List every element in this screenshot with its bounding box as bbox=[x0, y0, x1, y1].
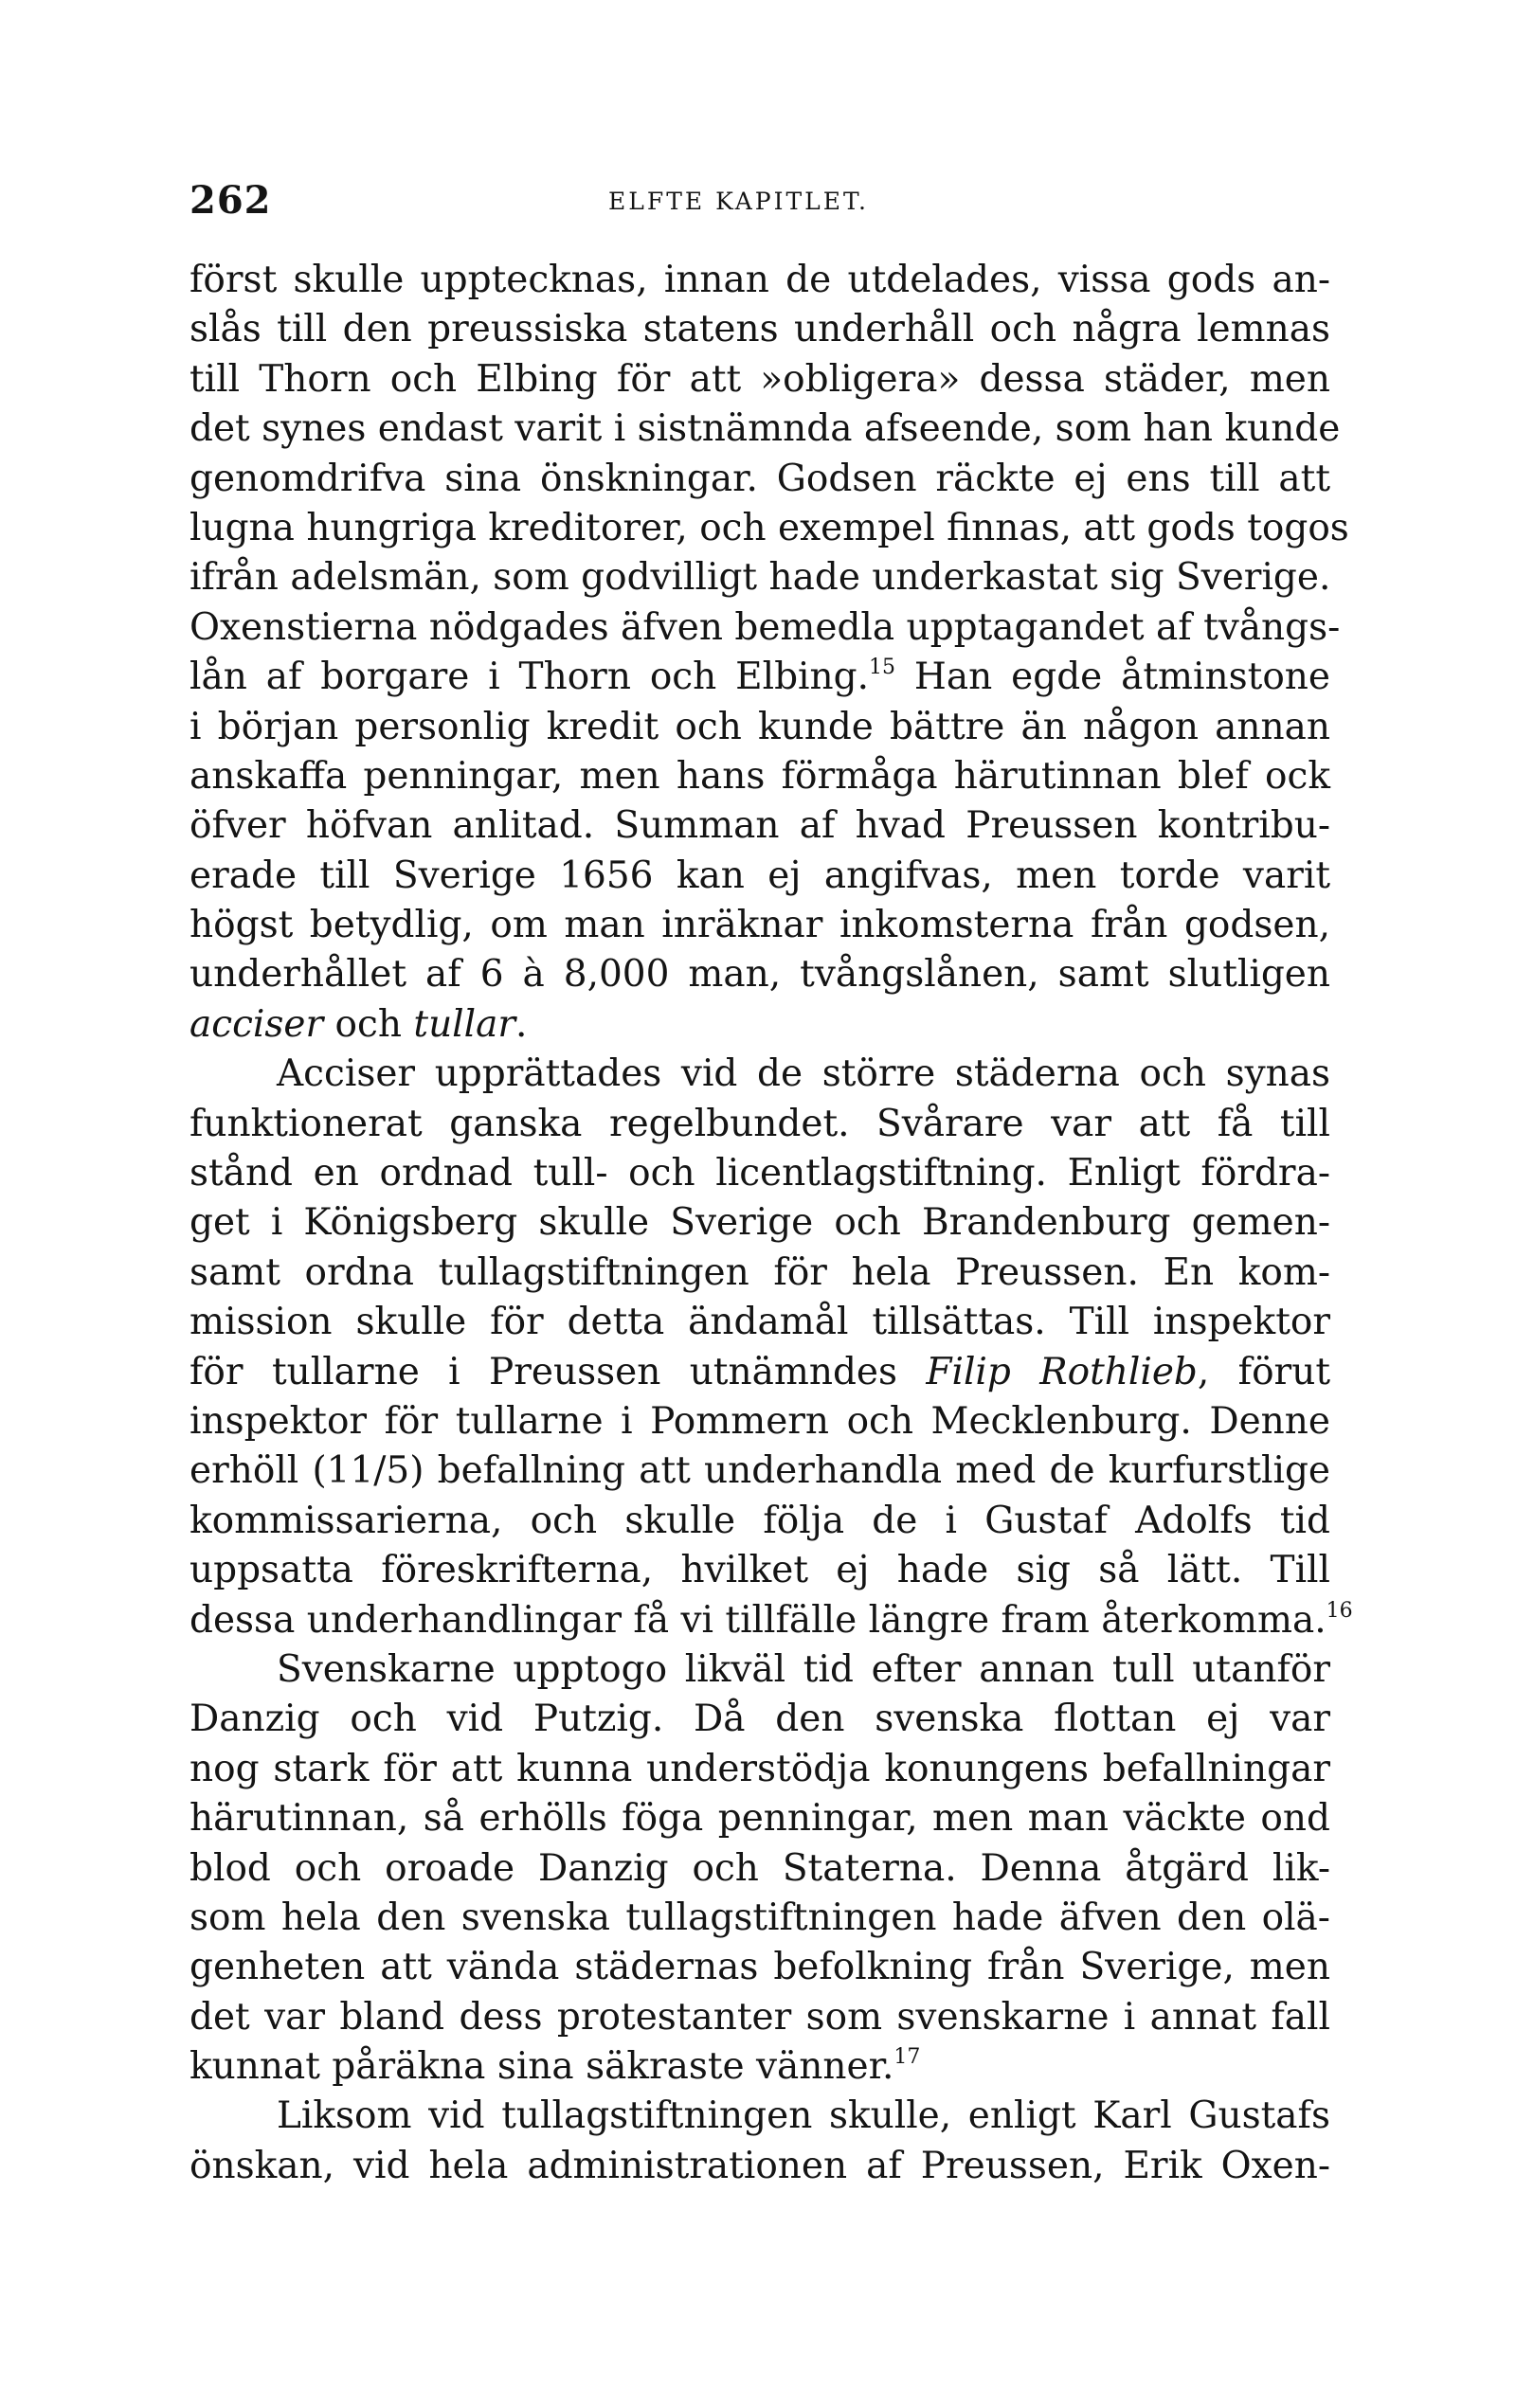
text-line bbox=[190, 1596, 1353, 1645]
running-title: ELFTE KAPITLET. bbox=[608, 188, 869, 215]
text-line: det synes endast varit i sistnämnda afseende, som han kunde bbox=[190, 407, 1341, 451]
text-line: slås till den preussiska statens underhåll och några lemnas bbox=[190, 308, 1330, 351]
text-line: högst betydlig, om man inräknar inkomsterna från godsen, bbox=[190, 904, 1330, 947]
italic-name: Filip Rothlieb bbox=[926, 1350, 1198, 1393]
text-line: det var bland dess protestanter som svenskarne i annat fall bbox=[190, 1995, 1330, 2039]
text-line: stånd en ordnad tull- och licentlagstiftning. Enligt fördra- bbox=[190, 1152, 1330, 1195]
text-line bbox=[190, 653, 1330, 702]
text-line bbox=[190, 1000, 1330, 1050]
paragraph bbox=[190, 1050, 1353, 1645]
paragraph bbox=[190, 256, 1349, 1050]
page-number: 262 bbox=[190, 178, 272, 223]
text-line: till Thorn och Elbing för att »obligera» dessa städer, men bbox=[190, 357, 1330, 401]
italic-term: tullar bbox=[413, 1002, 516, 1046]
footnote-ref: 15 bbox=[869, 656, 896, 680]
paragraph bbox=[190, 1645, 1330, 2093]
text-line: Danzig och vid Putzig. Då den svenska flottan ej var bbox=[190, 1698, 1330, 1741]
text-line: först skulle upptecknas, innan de utdelades, vissa gods an- bbox=[190, 259, 1330, 301]
text-line: Acciser upprättades vid de större städerna och synas bbox=[277, 1052, 1330, 1096]
text-line: härutinnan, så erhölls föga penningar, men man väckte ond bbox=[190, 1797, 1330, 1841]
paragraph bbox=[190, 2092, 1330, 2191]
page-header bbox=[190, 178, 1330, 235]
footnote-ref: 16 bbox=[1326, 1598, 1353, 1623]
text-line: anskaffa penningar, men hans förmåga härutinnan blef ock bbox=[190, 754, 1330, 798]
text-line: mission skulle för detta ändamål tillsättas. Till inspektor bbox=[190, 1301, 1330, 1344]
line-text: . bbox=[515, 1002, 528, 1046]
italic-term: acciser bbox=[190, 1002, 324, 1046]
line-text: dessa underhandlingar få vi tillfälle längre fram återkomma. bbox=[190, 1598, 1326, 1642]
line-text: Han egde åtminstone bbox=[895, 656, 1330, 699]
text-line: blod och oroade Danzig och Staterna. Denna åtgärd lik- bbox=[190, 1846, 1330, 1890]
text-line: nog stark för att kunna understödja konungens befallningar bbox=[190, 1747, 1330, 1790]
line-text: och bbox=[323, 1002, 414, 1046]
text-line: Liksom vid tullagstiftningen skulle, enligt Karl Gustafs bbox=[277, 2094, 1330, 2138]
text-line: erhöll (11/5) befallning att underhandla med de kurfurstlige bbox=[190, 1449, 1330, 1493]
text-line bbox=[190, 2042, 1330, 2092]
text-line: önskan, vid hela administrationen af Preussen, Erik Oxen- bbox=[190, 2144, 1330, 2187]
text-line: uppsatta föreskrifterna, hvilket ej hade sig så lätt. Till bbox=[190, 1549, 1330, 1592]
line-text: för tullarne i Preussen utnämndes bbox=[190, 1350, 927, 1393]
text-line: kommissarierna, och skulle följa de i Gustaf Adolfs tid bbox=[190, 1499, 1330, 1542]
text-line: samt ordna tullagstiftningen för hela Preussen. En kom- bbox=[190, 1250, 1330, 1294]
text-line: lugna hungriga kreditorer, och exempel finnas, att gods togos bbox=[190, 506, 1349, 549]
footnote-ref: 17 bbox=[893, 2045, 921, 2070]
text-line: i början personlig kredit och kunde bättre än någon annan bbox=[190, 705, 1330, 748]
body-text bbox=[190, 256, 1353, 2191]
text-line: Oxenstierna nödgades äfven bemedla upptagandet af tvångs- bbox=[190, 605, 1341, 649]
text-line: underhållet af 6 à 8,000 man, tvångslånen, samt slutligen bbox=[190, 953, 1330, 997]
text-line: genheten att vända städernas befolkning från Sverige, men bbox=[190, 1946, 1330, 1989]
text-line: ifrån adelsmän, som godvilligt hade underkastat sig Sverige. bbox=[190, 556, 1331, 600]
text-line: genomdrifva sina önskningar. Godsen räckte ej ens till att bbox=[190, 457, 1330, 500]
line-text: kunnat påräkna sina säkraste vänner. bbox=[190, 2045, 894, 2089]
text-line: som hela den svenska tullagstiftningen hade äfven den olä- bbox=[190, 1896, 1330, 1939]
text-line: inspektor för tullarne i Pommern och Mecklenburg. Denne bbox=[190, 1399, 1330, 1443]
text-line: öfver höfvan anlitad. Summan af hvad Preussen kontribu- bbox=[190, 804, 1330, 848]
text-line: Svenskarne upptogo likväl tid efter annan tull utanför bbox=[277, 1647, 1330, 1691]
text-line: funktionerat ganska regelbundet. Svårare var att få till bbox=[190, 1102, 1330, 1145]
line-text: , förut bbox=[1197, 1350, 1330, 1393]
line-text: lån af borgare i Thorn och Elbing. bbox=[190, 656, 870, 699]
text-line bbox=[190, 1348, 1330, 1397]
text-line: erade till Sverige 1656 kan ej angifvas, men torde varit bbox=[190, 854, 1330, 897]
text-line: get i Königsberg skulle Sverige och Brandenburg gemen- bbox=[190, 1201, 1330, 1245]
